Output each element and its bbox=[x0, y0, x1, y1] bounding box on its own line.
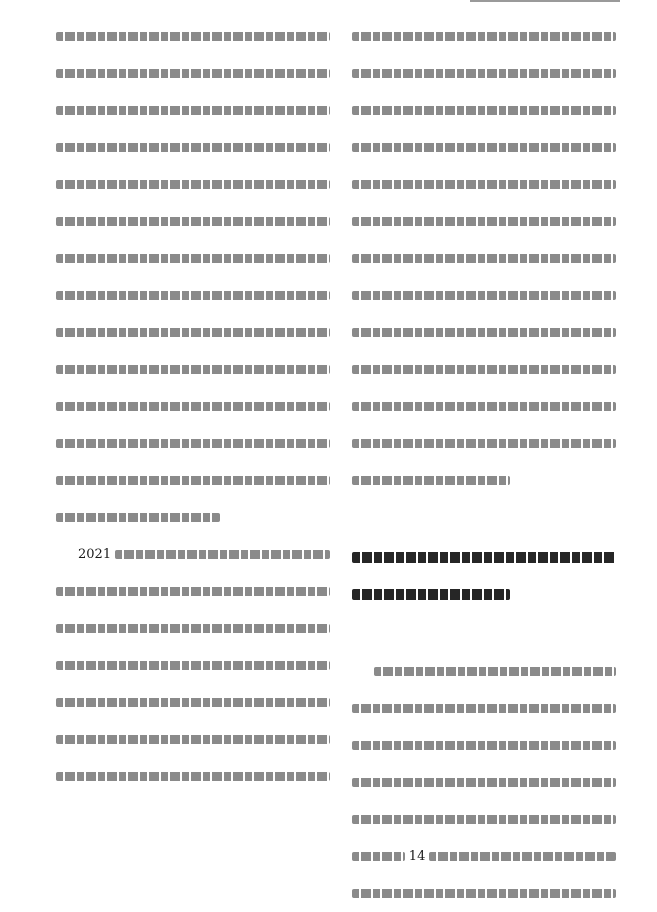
text-line bbox=[352, 425, 616, 462]
text-line bbox=[56, 277, 330, 314]
text-line bbox=[352, 838, 616, 875]
text-line bbox=[56, 610, 330, 647]
text-line bbox=[352, 92, 616, 129]
text-line bbox=[56, 425, 330, 462]
text-line bbox=[352, 764, 616, 801]
section-heading-line-2 bbox=[352, 576, 616, 613]
text-line bbox=[56, 684, 330, 721]
inline-number: 14 bbox=[408, 849, 426, 864]
text-line bbox=[352, 129, 616, 166]
text-line bbox=[352, 277, 616, 314]
text-line bbox=[56, 388, 330, 425]
text-line bbox=[352, 388, 616, 425]
paragraph-end-line bbox=[56, 499, 330, 536]
text-line bbox=[352, 727, 616, 764]
text-line bbox=[56, 55, 330, 92]
text-line bbox=[56, 573, 330, 610]
text-line bbox=[56, 721, 330, 758]
section-heading bbox=[352, 539, 616, 576]
text-line bbox=[56, 758, 330, 795]
text-line bbox=[56, 240, 330, 277]
text-line bbox=[352, 314, 616, 351]
left-column bbox=[56, 18, 330, 795]
section-gap bbox=[352, 613, 616, 653]
text-line bbox=[56, 536, 330, 573]
text-line bbox=[56, 647, 330, 684]
text-line bbox=[352, 203, 616, 240]
text-line bbox=[56, 92, 330, 129]
text-line bbox=[352, 351, 616, 388]
text-line bbox=[56, 166, 330, 203]
text-line bbox=[352, 166, 616, 203]
text-line bbox=[56, 129, 330, 166]
text-line bbox=[352, 55, 616, 92]
text-line bbox=[352, 801, 616, 838]
text-line bbox=[352, 875, 616, 912]
top-rule bbox=[470, 0, 620, 2]
text-line bbox=[352, 653, 616, 690]
year-figure: 2021 bbox=[78, 547, 112, 562]
paragraph-end-line bbox=[352, 462, 616, 499]
section-gap bbox=[352, 499, 616, 539]
text-line bbox=[352, 690, 616, 727]
text-line bbox=[352, 240, 616, 277]
text-line bbox=[56, 18, 330, 55]
text-line bbox=[56, 351, 330, 388]
right-column bbox=[352, 18, 616, 912]
text-line bbox=[56, 314, 330, 351]
text-line bbox=[352, 18, 616, 55]
text-line bbox=[56, 462, 330, 499]
text-line bbox=[56, 203, 330, 240]
